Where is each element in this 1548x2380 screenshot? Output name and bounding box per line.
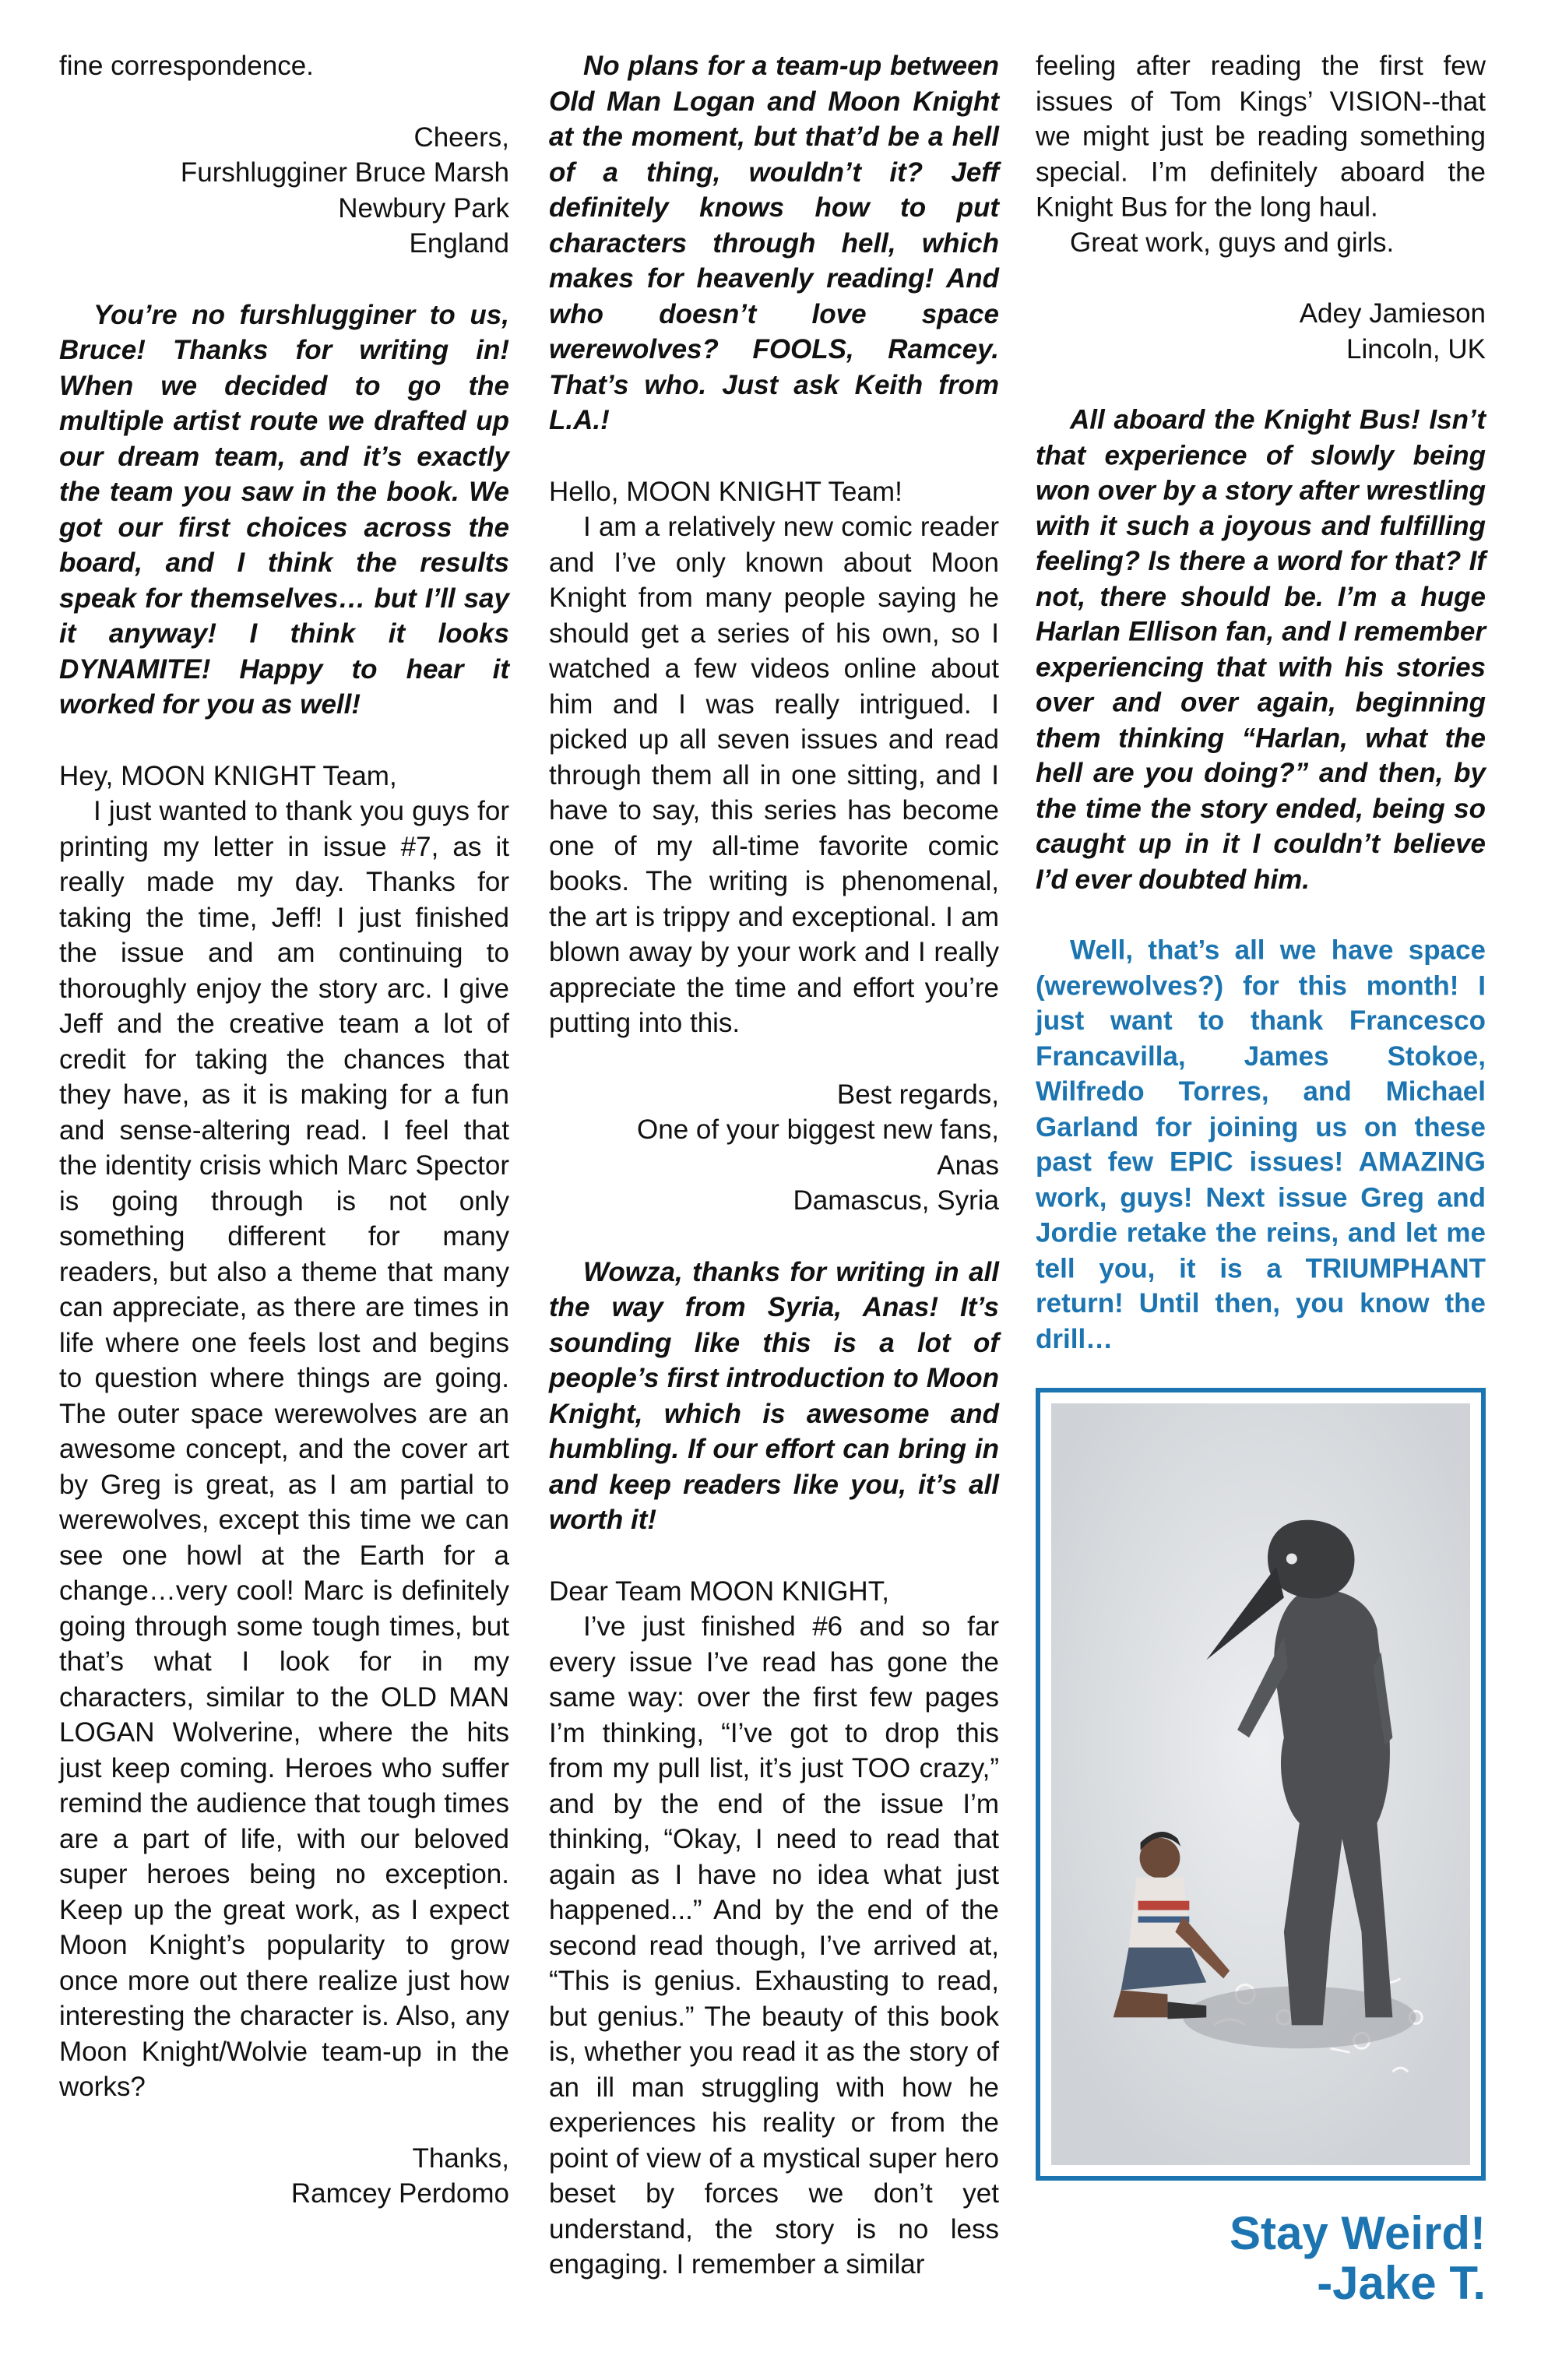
illustration-drawing (1051, 1403, 1470, 2165)
editor-reply: All aboard the Knight Bus! Isn’t that experience of slowly being won over by a story after wrestling with it such a joyous and fulfilling feeling? Is there a word for that? If not, there should be. I’m a huge Harlan Ellison fan, and I remember experiencing that with his stories over and over again, beginning them thinking “Harlan, what the hell are you doing?” and then, by the time the story ended, being so caught up in it I couldn’t believe I’d ever doubted him. (1036, 404, 1486, 895)
closing-signoff (1036, 2209, 1486, 2308)
column-2 (549, 48, 999, 2283)
signer-city: Newbury Park (338, 192, 509, 224)
signoff: Cheers, (413, 121, 509, 153)
closing-author: -Jake T. (1317, 2257, 1486, 2309)
signer-location: Damascus, Syria (793, 1185, 999, 1216)
signer-name: Adey Jamieson (1299, 298, 1486, 329)
editor-reply: No plans for a team-up between Old Man Logan and Moon Knight at the moment, but that’d be a hell of a thing, wouldn’t it? Jeff definitely knows how to put characters through hell, which makes for heavenly reading! And who doesn’t love space werewolves? FOOLS, Ramcey. That’s who. Just ask Keith from L.A.! (549, 51, 999, 435)
letter-salutation: Dear Team MOON KNIGHT, (549, 1576, 889, 1607)
signer-name: Ramcey Perdomo (290, 2178, 509, 2209)
letter-body: I’ve just finished #6 and so far every issue I’ve read has gone the same way: over the first few pages I’m thinking, “I’ve got to drop this from my pull list, it’s just TOO crazy,” and by the end of the issue I’m thinking, “Okay, I need to read that again as I have no idea what just happened...” And by the end of the second read though, I’ve arrived at, “This is genius. Exhausting to read, but genius.” The beauty of this book is, whether you read it as the story of an ill man struggling with how he experiences his reality or from the point of view of a mystical super hero beset by forces we don’t yet understand, the story is no less engaging. I remember a similar (549, 1611, 999, 2280)
illustration (1051, 1403, 1470, 2165)
editor-reply: Wowza, thanks for writing in all the way from Syria, Anas! It’s sounding like this is a lot of people’s first introduction to Moon Knight, which is awesome and humbling. If our effort can bring in and keep readers like you, it’s all worth it! (549, 1256, 999, 1535)
editor-outro: Well, that’s all we have space (werewolves?) for this month! I just want to thank Francesco Francavilla, James Stokoe, Wilfredo Torres, and Michael Garland for joining us on these past few EPIC issues! AMAZING work, guys! Next issue Greg and Jordie retake the reins, and let me tell you, it is a TRIUMPHANT return! Until then, you know the drill… (1036, 935, 1486, 1354)
column-3 (1036, 48, 1486, 1357)
closing-line: Stay Weird! (1230, 2207, 1486, 2259)
letter-salutation: Hello, MOON KNIGHT Team! (549, 476, 902, 507)
letter-body: I just wanted to thank you guys for printing my letter in issue #7, as it really made my day. Thanks for taking the time, Jeff! I just finished the issue and am continuing to thoroughly enjoy the story arc. I give Jeff and the creative team a lot of credit for taking the chances that they have, as it is making for a fun and sense-altering read. I feel that the identity crisis which Marc Spector is going through is not only something different for many readers, but also a theme that many can appreciate, as there are times in life where one feels lost and begins to question where things are going. The outer space werewolves are an awesome concept, and the cover art by Greg is great, as I am partial to werewolves, except this time we can see one howl at the Earth for a change…very cool! Marc is definitely going through some tough times, but that’s what I look for in my characters, similar to the OLD MAN LOGAN Wolverine, where the hits just keep coming. Heroes who suffer remind the audience that tough times are a part of life, with our beloved super heroes being no exception. Keep up the great work, as I expect Moon Knight’s popularity to grow once more out there realize just how interesting the character is. Also, any Moon Knight/Wolvie team-up in the works? (59, 796, 509, 2102)
letter-continuation: fine correspondence. (59, 51, 314, 81)
letter-body: I am a relatively new comic reader and I’ve only known about Moon Knight from many people saying he should get a series of his own, so I watched a few videos online about him and I was really intrigued. I picked up all seven issues and read through them all in one sitting, and I have to say, this series has become one of my all-time favorite comic books. The writing is phenomenal, the art is trippy and exceptional. I am blown away by your work and I really appreciate the time and effort you’re putting into this. (549, 512, 999, 1038)
illustration-frame (1036, 1388, 1486, 2181)
column-1 (59, 48, 509, 2212)
editor-reply: You’re no furshlugginer to us, Bruce! Thanks for writing in! When we decided to go the multiple artist route we drafted up our dream team, and it’s exactly the team you saw in the book. We got our first choices across the board, and I think the results speak for themselves… but I’ll say it anyway! I think it looks DYNAMITE! Happy to hear it worked for you as well! (59, 299, 509, 720)
signer-name: Furshlugginer Bruce Marsh (180, 157, 509, 188)
signer-country: England (409, 228, 509, 259)
illustration-background (1051, 1403, 1470, 2165)
signer-location: Lincoln, UK (1346, 333, 1486, 364)
signer-tagline: One of your biggest new fans, (637, 1114, 999, 1145)
letter-closing: Great work, guys and girls. (1070, 227, 1395, 258)
letter-continuation: feeling after reading the first few issues of Tom Kings’ VISION--that we might just be reading something special. I’m definitely aboard the Knight Bus for the long haul. (1036, 50, 1486, 223)
letter-salutation: Hey, MOON KNIGHT Team, (59, 760, 397, 791)
signer-name: Anas (937, 1150, 999, 1181)
signoff: Best regards, (836, 1079, 999, 1110)
signoff: Thanks, (412, 2142, 509, 2174)
